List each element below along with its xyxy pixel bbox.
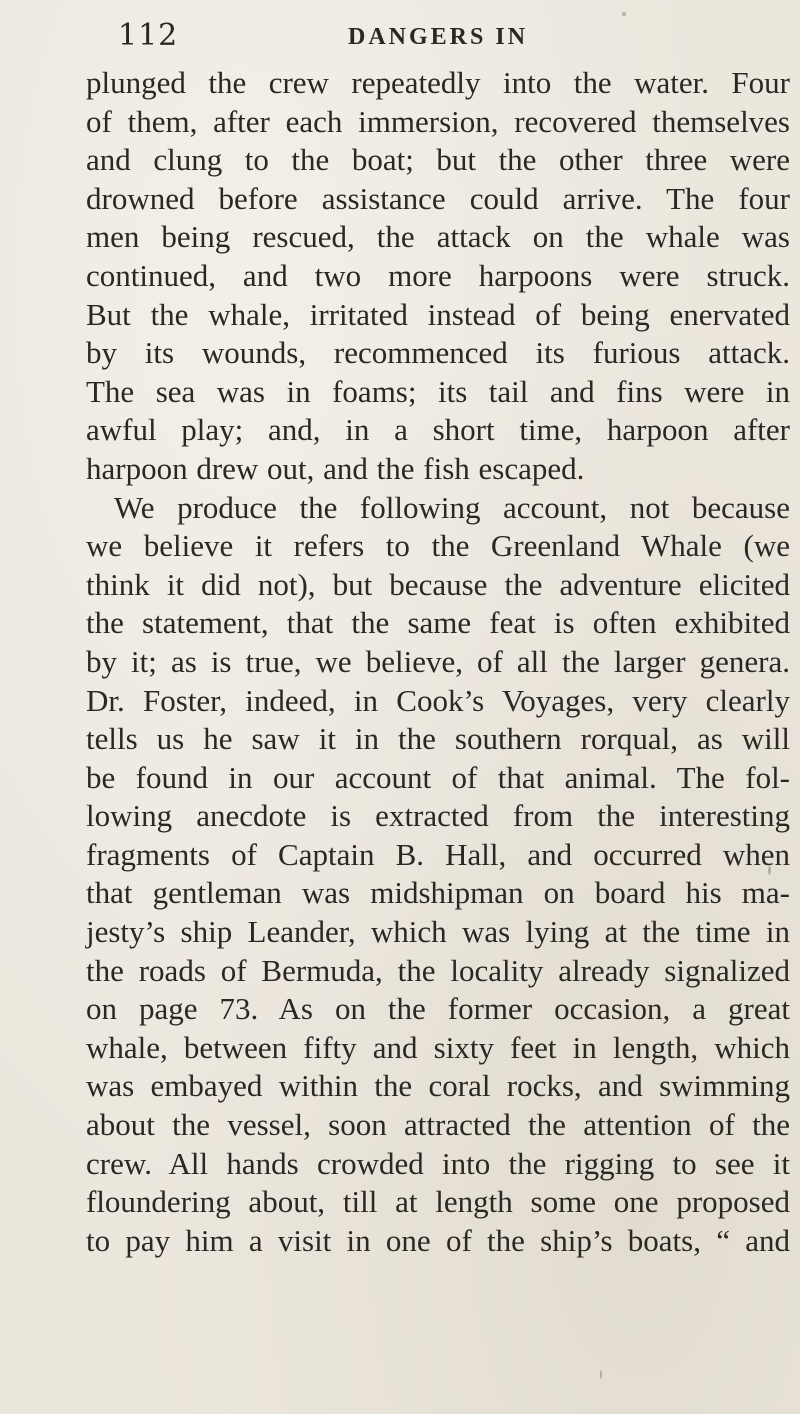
text-line: the roads of Bermuda, the locality already signalized xyxy=(86,952,790,988)
page-header xyxy=(118,18,778,66)
text-line: jesty’s ship Leander, which was lying at the time in xyxy=(86,914,790,950)
running-head: DANGERS IN xyxy=(348,24,529,50)
text-line: fragments of Captain B. Hall, and occurred when xyxy=(86,836,790,872)
text-line: think it did not), but because the adventure elicited xyxy=(86,566,790,602)
text-line: plunged the crew repeatedly into the water. Four xyxy=(86,65,790,100)
text-line: tells us he saw it in the southern rorqual, as will xyxy=(86,721,790,757)
paper-spot xyxy=(622,12,626,16)
text-line: men being rescued, the attack on the whale was xyxy=(86,219,790,255)
text-line: to pay him a visit in one of the ship’s boats, “ and xyxy=(86,1222,790,1258)
paper-spot xyxy=(600,1370,602,1379)
text-line: But the whale, irritated instead of being enervated xyxy=(86,296,790,332)
text-line: that gentleman was midshipman on board his ma- xyxy=(86,875,790,911)
body-text xyxy=(86,64,790,1260)
text-line: by its wounds, recommenced its furious attack. xyxy=(86,335,790,371)
text-line: lowing anecdote is extracted from the interesting xyxy=(86,798,790,834)
text-line: crew. All hands crowded into the rigging to see it xyxy=(86,1145,790,1181)
text-line: of them, after each immersion, recovered themselves xyxy=(86,103,790,139)
text-line: harpoon drew out, and the fish escaped. xyxy=(86,450,585,486)
text-line: and clung to the boat; but the other three were xyxy=(86,142,790,178)
page-number: 112 xyxy=(118,18,179,53)
text-line: we believe it refers to the Greenland Whale (we xyxy=(86,528,790,564)
text-line: floundering about, till at length some one proposed xyxy=(86,1184,790,1220)
text-line: was embayed within the coral rocks, and swimming xyxy=(86,1068,790,1104)
text-line: awful play; and, in a short time, harpoon after xyxy=(86,412,790,448)
text-line: continued, and two more harpoons were struck. xyxy=(86,257,790,293)
text-line: the statement, that the same feat is often exhibited xyxy=(86,605,790,641)
text-line: on page 73. As on the former occasion, a great xyxy=(86,991,790,1027)
text-line: about the vessel, soon attracted the attention of the xyxy=(86,1107,790,1143)
text-line: by it; as is true, we believe, of all the larger genera. xyxy=(86,643,790,679)
text-line: The sea was in foams; its tail and fins were in xyxy=(86,373,790,409)
text-line: drowned before assistance could arrive. The four xyxy=(86,180,790,216)
text-line: We produce the following account, not because xyxy=(114,489,790,525)
text-line: Dr. Foster, indeed, in Cook’s Voyages, very clearly xyxy=(86,682,790,718)
text-line: whale, between fifty and sixty feet in length, which xyxy=(86,1029,790,1065)
text-line: be found in our account of that animal. The fol- xyxy=(86,759,790,795)
paper-spot xyxy=(768,866,771,875)
